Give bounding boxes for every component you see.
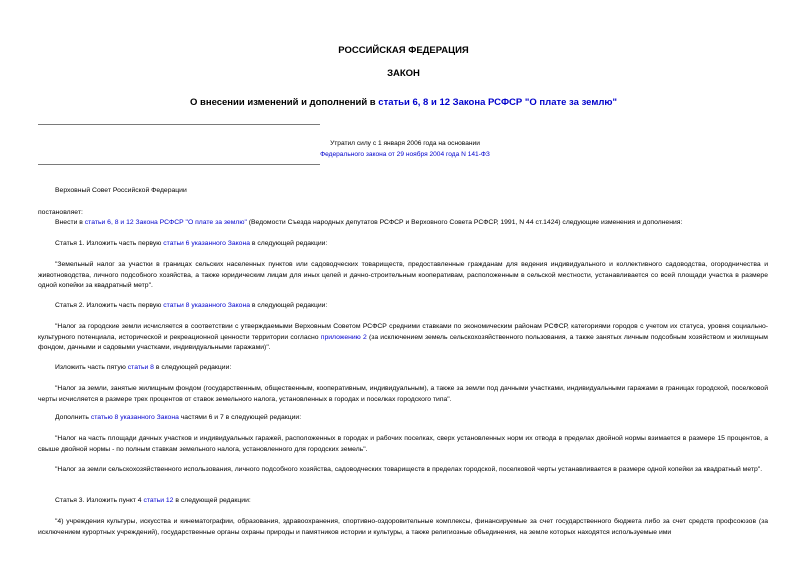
article3-text: "4) учреждения культуры, искусства и кинематографии, образования, здравоохранения, спортивно-оздоровительные комплексы, финансируемые за счет государственного бюджета либо за счет средств профсоюзов (за исключением курортных учреждений), государственные органы охраны природы и памятников истории и культуры, а также религиозные объединения, на земле которых находятся используемые ими <box>38 518 768 536</box>
header-federation: РОССИЙСКАЯ ФЕДЕРАЦИЯ <box>338 45 469 56</box>
article1-link[interactable]: статьи 6 указанного Закона <box>163 240 250 247</box>
addition-text-a: Дополнить <box>55 414 91 421</box>
divider-bottom <box>38 164 320 165</box>
article2-body-a: "Налог за городские земли исчисляется в соответствии с утверждаемыми Верховным Советом РСФСР средними ставками по экономическим районам РСФСР, категориями городов с учетом их статуса, уровня социально-культурного потенциала, исторической и рекреационной ценности территории согласно <box>38 323 768 341</box>
article2-text <box>38 322 768 354</box>
addition-text-2: "Налог за земли сельскохозяйственного использования, личного подсобного хозяйства, садоводческих товариществ в пределах городской, поселковой черты устанавливается в размере одной копейки за квадратный метр". <box>55 466 763 473</box>
intro-text-a: Внести в <box>55 219 85 226</box>
article2-heading <box>38 301 768 312</box>
decree-text: постановляет: <box>38 209 83 216</box>
repeal-note-text: Утратил силу с 1 января 2006 года на основании <box>330 140 480 147</box>
header-title-prefix: О внесении изменений и дополнений в <box>189 97 379 108</box>
intro-paragraph <box>38 218 768 229</box>
repeal-note-link[interactable]: Федерального закона от 29 ноября 2004 года N 141-ФЗ <box>320 150 490 158</box>
appendix2-link[interactable]: приложению 2 <box>320 333 367 341</box>
article2-text-b: в следующей редакции: <box>250 302 328 309</box>
intro-link[interactable]: статьи 6, 8 и 12 Закона РСФСР "О плате за землю" <box>84 219 247 226</box>
article2-text-a: Статья 2. Изложить часть первую <box>55 302 164 309</box>
article1-text-a: Статья 1. Изложить часть первую <box>55 240 164 247</box>
article1-text: "Земельный налог за участки в границах сельских населенных пунктов или садоводческих товариществ, предоставленные гражданам для ведения индивидуального и коллективного садоводства, огородничества и животноводства, личного подсобного хозяйства, а также юридическим лицам для иных целей и дачно-строительным кооперативам, расположенным в сельской местности, устанавливается со всей площади участка в размере одной копейки за квадратный метр". <box>38 261 768 289</box>
addition-text-b: частями 6 и 7 в следующей редакции: <box>178 414 302 421</box>
addition-heading <box>38 413 768 424</box>
article3-text-a: Статья 3. Изложить пункт 4 <box>55 497 144 504</box>
article1-heading <box>38 239 768 250</box>
article2-link[interactable]: статьи 8 указанного Закона <box>163 302 250 309</box>
intro-text-b: (Ведомости Съезда народных депутатов РСФСР и Верховного Совета РСФСР, 1991, N 44 ст.1424) следующие изменения и дополнения: <box>246 219 683 226</box>
addition-link[interactable]: статью 8 указанного Закона <box>90 414 179 421</box>
article3-heading <box>38 496 768 507</box>
part5-text-b: в следующей редакции: <box>153 364 232 371</box>
part5-text: "Налог за земли, занятые жилищным фондом (государственным, общественным, кооперативным, индивидуальным), а также за земли под дачными участками, индивидуальными гаражами в границах городской, поселковой черты исчисляется в размере трех процентов от ставок земельного налога, установленных в городах и поселках городского типа". <box>38 385 768 403</box>
council-text: Верховный Совет Российской Федерации <box>55 187 187 194</box>
part5-link[interactable]: статьи 8 <box>127 364 154 371</box>
header-title-link[interactable]: статьи 6, 8 и 12 Закона РСФСР "О плате за землю" <box>378 97 618 108</box>
article2-body-b: (за исключением земель сельскохозяйственного пользования, а также занятых личным подсобным хозяйством и жилищным фондом, дачными и садовыми участками, индивидуальными гаражами)". <box>38 333 768 351</box>
article3-text-b: в следующей редакции: <box>173 497 251 504</box>
divider-top <box>38 124 320 125</box>
part5-text-a: Изложить часть пятую <box>55 364 128 371</box>
header-title <box>0 97 807 108</box>
header-law: ЗАКОН <box>387 68 420 79</box>
repeal-note <box>290 139 520 160</box>
article3-link[interactable]: статьи 12 <box>143 497 174 504</box>
part5-heading <box>38 363 768 374</box>
article1-text-b: в следующей редакции: <box>250 240 328 247</box>
addition-text-1: "Налог на часть площади дачных участков и индивидуальных гаражей, расположенных в городах и рабочих поселках, сверх установленных норм их отвода в пределах двойной нормы взимается в размере 15 процентов, а свыше двойной нормы - по полным ставкам земельного налога, установленного для городских земель". <box>38 435 768 453</box>
